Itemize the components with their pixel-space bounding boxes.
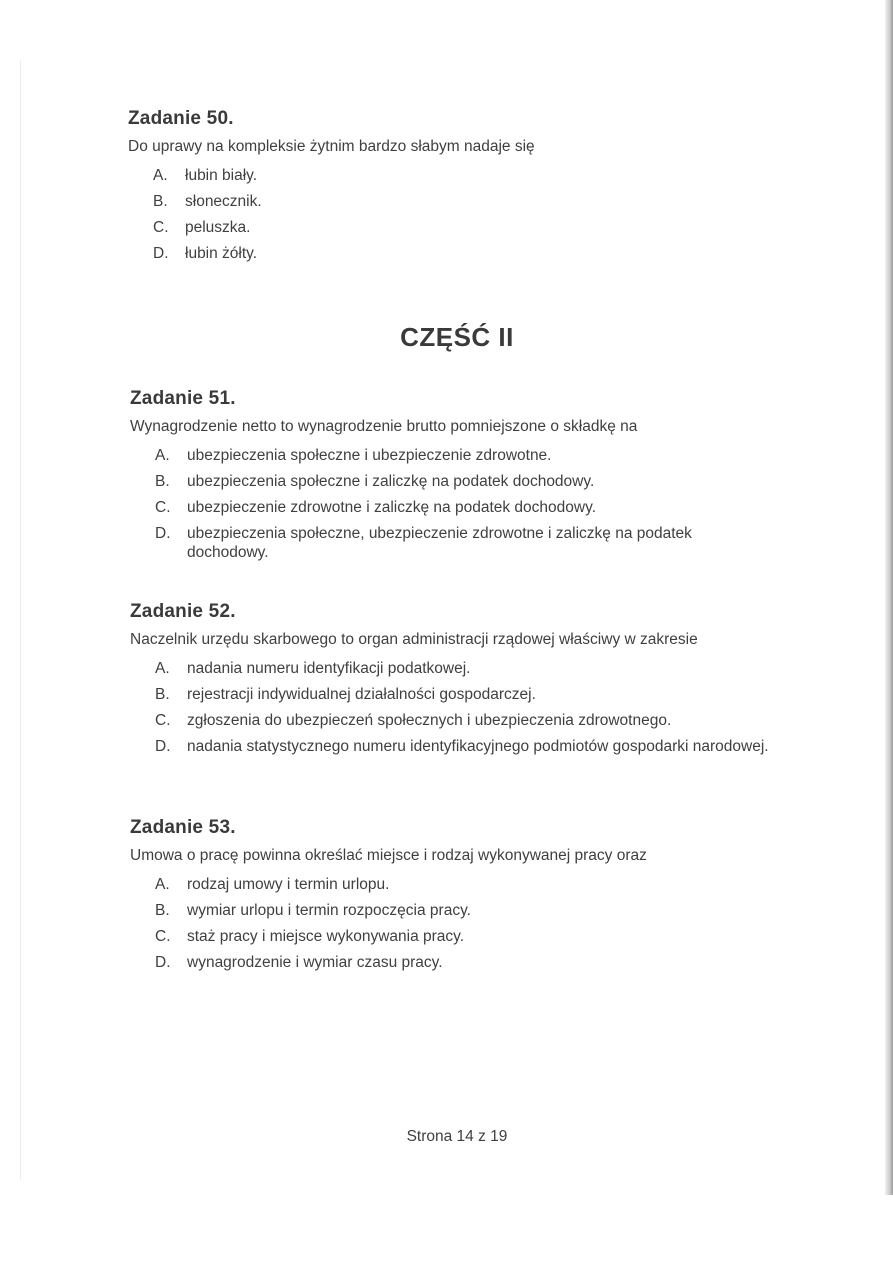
answer-options [128, 166, 828, 263]
option-text: łubin żółty. [185, 245, 258, 262]
option-letter: C. [155, 712, 171, 729]
answer-option-c [155, 711, 790, 730]
answer-options [130, 659, 790, 756]
answer-option-c [155, 927, 790, 946]
answer-option-c [155, 498, 770, 517]
task-title: Zadanie 50. [128, 108, 234, 129]
answer-option-d [153, 244, 828, 263]
answer-option-a [155, 875, 790, 894]
option-text: peluszka. [185, 219, 251, 236]
answer-option-b [155, 472, 770, 491]
answer-option-b [155, 901, 790, 920]
task-50 [128, 108, 828, 270]
option-text: ubezpieczenia społeczne i zaliczkę na podatek dochodowy. [187, 473, 595, 490]
task-question: Umowa o pracę powinna określać miejsce i rodzaj wykonywanej pracy oraz [130, 847, 647, 864]
option-text: nadania statystycznego numeru identyfikacyjnego podmiotów gospodarki narodowej. [187, 738, 769, 755]
option-letter: A. [155, 660, 170, 677]
task-title: Zadanie 53. [130, 817, 236, 838]
answer-option-c [153, 218, 828, 237]
task-title: Zadanie 51. [130, 388, 236, 409]
task-question: Do uprawy na kompleksie żytnim bardzo słabym nadaje się [128, 138, 535, 155]
answer-option-d [155, 737, 790, 756]
option-text: ubezpieczenia społeczne, ubezpieczenie zdrowotne i zaliczkę na podatek dochodowy. [187, 525, 692, 561]
answer-option-d [155, 524, 770, 562]
task-title: Zadanie 52. [130, 601, 236, 622]
option-text: wymiar urlopu i termin rozpoczęcia pracy. [187, 902, 471, 919]
page-right-edge [885, 0, 893, 1195]
option-letter: C. [155, 499, 171, 516]
answer-option-a [155, 659, 790, 678]
option-text: słonecznik. [185, 193, 262, 210]
option-text: rejestracji indywidualnej działalności gospodarczej. [187, 686, 536, 703]
option-letter: C. [153, 219, 169, 236]
option-letter: A. [155, 447, 170, 464]
option-letter: A. [155, 876, 170, 893]
task-52 [130, 601, 790, 763]
task-question: Naczelnik urzędu skarbowego to organ administracji rządowej właściwy w zakresie [130, 631, 698, 648]
option-letter: B. [155, 473, 170, 490]
task-53 [130, 817, 790, 979]
option-letter: B. [153, 193, 168, 210]
option-letter: B. [155, 686, 170, 703]
option-text: staż pracy i miejsce wykonywania pracy. [187, 928, 465, 945]
option-letter: D. [155, 525, 171, 542]
option-text: rodzaj umowy i termin urlopu. [187, 876, 390, 893]
answer-option-b [155, 685, 790, 704]
task-question: Wynagrodzenie netto to wynagrodzenie brutto pomniejszone o składkę na [130, 418, 638, 435]
option-text: ubezpieczenia społeczne i ubezpieczenie zdrowotne. [187, 447, 552, 464]
option-text: ubezpieczenie zdrowotne i zaliczkę na podatek dochodowy. [187, 499, 596, 516]
answer-options [130, 446, 770, 562]
answer-option-a [153, 166, 828, 185]
section-heading: CZĘŚĆ II [400, 322, 514, 352]
option-text: łubin biały. [185, 167, 258, 184]
page-left-edge [20, 60, 21, 1180]
option-text: wynagrodzenie i wymiar czasu pracy. [187, 954, 443, 971]
option-letter: D. [155, 738, 171, 755]
answer-options [130, 875, 790, 972]
option-letter: C. [155, 928, 171, 945]
option-text: zgłoszenia do ubezpieczeń społecznych i ubezpieczenia zdrowotnego. [187, 712, 672, 729]
answer-option-b [153, 192, 828, 211]
option-letter: D. [155, 954, 171, 971]
task-51 [130, 388, 770, 569]
answer-option-a [155, 446, 770, 465]
option-letter: A. [153, 167, 168, 184]
answer-option-d [155, 953, 790, 972]
option-letter: D. [153, 245, 169, 262]
option-text: nadania numeru identyfikacji podatkowej. [187, 660, 471, 677]
page-number: Strona 14 z 19 [406, 1128, 508, 1145]
option-letter: B. [155, 902, 170, 919]
